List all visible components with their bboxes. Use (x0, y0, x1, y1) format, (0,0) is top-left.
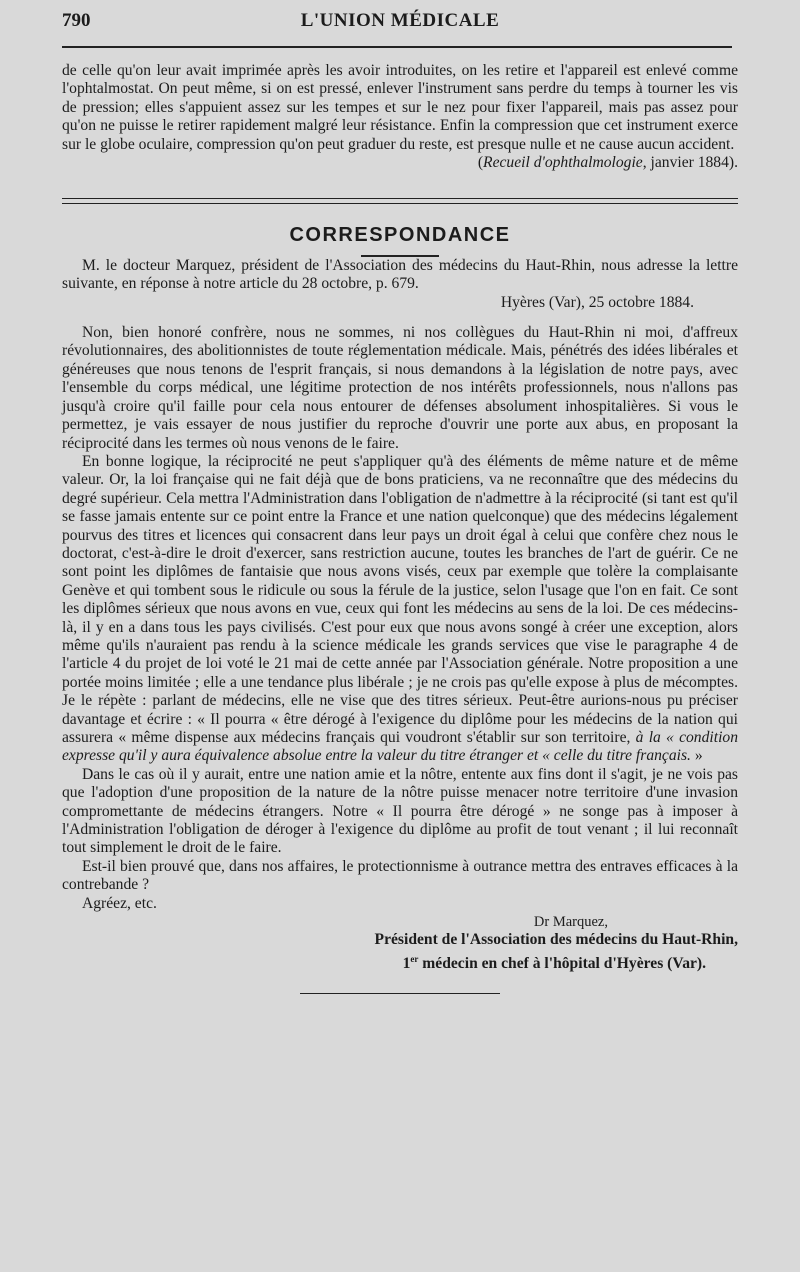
letter-body (62, 324, 738, 913)
letter-closing: Agréez, etc. (82, 894, 157, 912)
signatory-role-2 (62, 950, 738, 974)
signatory-name (62, 913, 738, 931)
continued-paragraph (62, 62, 738, 172)
signatory-title: Dr (533, 914, 550, 931)
letter-paragraph-2-main: En bonne logique, la réciprocité ne peut s'appliquer qu'à des éléments de même nature et de même valeur. Or, la loi française qui ne fait déjà que de bons praticiens, va ne reconnaître que des médecins du degré supérieur. Cela mettra l'Administration dans l'obligation de n'admettre à la réciprocité (si tant est qu'il se fasse jamais entente sur ce point entre la France et une nation quelconque) que des médecins légalement pourvus des titres et licences qui consacrent dans leur pays un droit égal à celui que confère chez nous le doctorat, c'est-à-dire le droit d'exercer, sans restriction aucune, toutes les branches de l'art de guérir. Ce ne sont point les diplômes de fantaisie que nous avons visés, ceux par exemple que tolère la complaisante Genève et qui tombent sous le ridicule ou sous la férule de la justice, selon l'usage que l'on en fait. Ce sont les diplômes sérieux que nous avons en vue, ceux qui font les médecins au sens de la loi. De ces médecins-là, il y en a dans tous les pays civilisés. C'est pour eux que nous avons songé à créer une exception, alors même qu'ils n'auraient pas rendu à la science médicale les grands services que vise le paragraphe 4 de l'article 4 du projet de loi voté le 21 mai de cette année par l'Association générale. Notre proposition a une portée moins limitée ; elle a une tendance plus libérale ; je ne crois pas qu'elle expose à plus de mécomptes. Je le répète : parlant de médecins, elle ne vise que des titres sérieux. Peut-être aurions-nous pu préciser davantage et écrire : « Il pourra « être dérogé à l'exigence du diplôme pour les médecins de la nation qui assurera « même dispense aux médecins français qui voudront s'établir sur son territoire, (62, 452, 738, 746)
section-title: CORRESPONDANCE (289, 224, 511, 247)
header-rule (62, 46, 732, 48)
letter-paragraph-4: Est-il bien prouvé que, dans nos affaires, le protectionnisme à outrance mettra des entraves efficaces à la contrebande ? (62, 857, 738, 894)
source-journal: Recueil d'ophthalmologie (483, 154, 643, 172)
letter-dateline: Hyères (Var), 25 octobre 1884. (500, 293, 694, 311)
signatory-role-2-text: médecin en chef à l'hôpital d'Hyères (Var). (418, 955, 706, 973)
journal-title: L'UNION MÉDICALE (300, 10, 500, 31)
source-date: , janvier 1884). (642, 154, 738, 172)
section-divider (62, 198, 738, 204)
letter-paragraph-3: Dans le cas où il y aurait, entre une nation amie et la nôtre, entente aux fins dont il s'agit, je ne vois pas que l'adoption d'une proposition de la nature de la nôtre puisse menacer notre territoire d'une invasion compromettante de médecins étrangers. Notre « Il pourra être dérogé » ne songe pas à imposer à l'Administration l'obligation de déroger à l'exigence du diplôme au profit de tout venant ; il lui reconnaît tout simplement le droit de le faire. (62, 765, 738, 857)
letter-paragraph-2 (62, 453, 738, 766)
signatory-role-2-ordinal: 1 (402, 955, 411, 973)
letter-paragraph-1: Non, bien honoré confrère, nous ne sommes, ni nos collègues du Haut-Rhin ni moi, d'affreux révolutionnaires, des abolitionnistes de toute réglementation médicale. Mais, pénétrés des idées libérales et généreuses que nous tenons de l'esprit français, si nous demandons à la législation de notre pays, avec l'ensemble du corps médical, une légitime protection de nos intérêts professionnels, nous n'allons pas jusqu'à croire qu'il faille pour cela nous entourer de défenses absolument inhospitalières. Si vous le permettez, je vais essayer de nous justifier du reproche d'ouvrir une porte aux abus, en proposant la réciprocité dans les termes où nous venons de le faire. (62, 324, 738, 452)
end-rule (300, 993, 500, 994)
signature-block (62, 913, 738, 973)
letter-paragraph-2-quote: à la « condition expresse qu'il y aura équivalence absolue entre la valeur du titre étranger et « celle du titre français. (62, 729, 738, 765)
intro-paragraph: M. le docteur Marquez, président de l'Association des médecins du Haut-Rhin, nous adresse la lettre suivante, en réponse à notre article du 28 octobre, p. 679. (62, 256, 738, 293)
page-number: 790 (62, 10, 91, 31)
signatory-surname: Marquez, (552, 914, 608, 931)
page-body (62, 62, 738, 994)
signatory-role-2-sup: er (410, 953, 419, 964)
letter-paragraph-2-end: » (690, 747, 703, 765)
source-citation: (Recueil d'ophthalmologie, janvier 1884). (477, 154, 738, 172)
signatory-role-1: Président de l'Association des médecins du Haut-Rhin, (374, 931, 738, 949)
continued-paragraph-text: de celle qu'on leur avait imprimée après les avoir introduites, on les retire et l'appareil est enlevé comme l'ophtalmostat. On peut même, si on est pressé, enlever l'instrument sans perdre du temps à tourner les vis de pression; elles s'appuient assez sur les tempes et sur le nez pour fixer l'appareil, mais pas assez pour qu'on ne puisse le retirer rapidement malgré leur résistance. Enfin la compression que cet instrument exerce sur le globe oculaire, compression qu'on peut graduer du reste, est presque nulle et ne cause aucun accident. (62, 62, 738, 153)
page-header (62, 10, 738, 38)
